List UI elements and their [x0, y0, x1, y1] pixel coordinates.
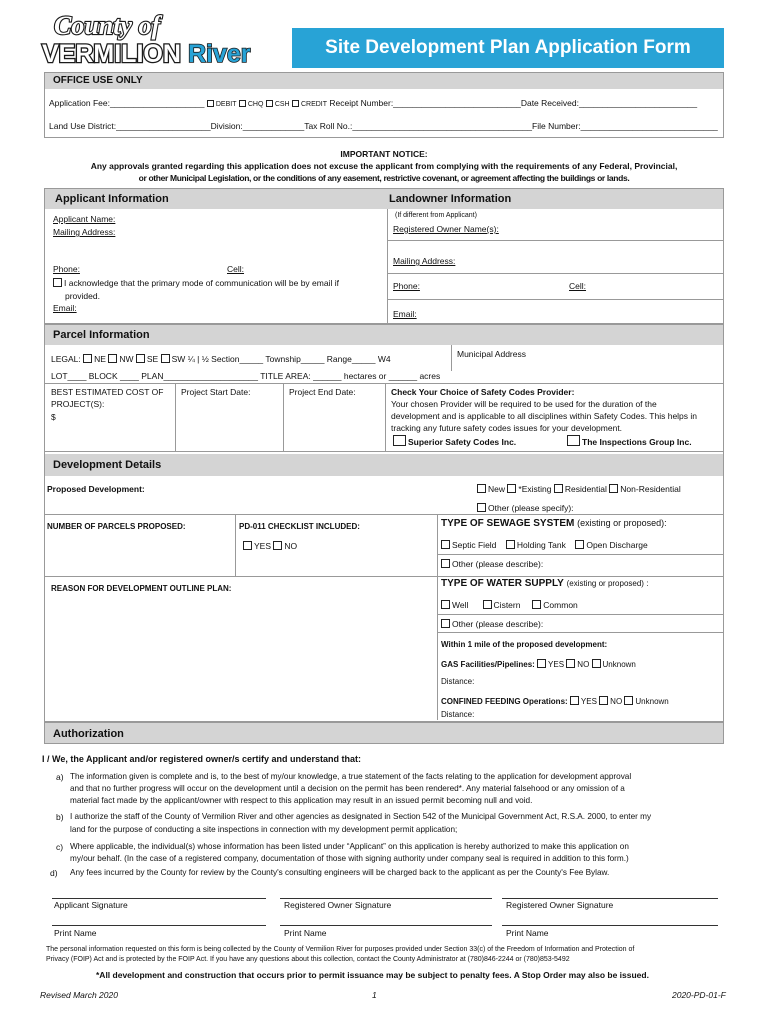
new-label: New: [488, 484, 506, 494]
page-number: 1: [372, 990, 377, 1000]
csh-label: CSH: [274, 101, 290, 108]
nw-checkbox[interactable]: [108, 354, 117, 363]
landowner-cell-field[interactable]: Cell:: [569, 281, 587, 291]
debit-label: DEBIT: [215, 101, 237, 108]
clause-a-3: material fact made by the applicant/owner with respect to this application may result in an issued permit becoming null and void.: [70, 796, 533, 805]
other-dev-field[interactable]: Other (please specify):: [488, 503, 574, 513]
ne-label: NE: [94, 354, 106, 364]
discharge-checkbox[interactable]: [575, 540, 584, 549]
proposed-development-label: Proposed Development:: [47, 484, 145, 494]
chq-label: CHQ: [247, 101, 264, 108]
checklist-no-label: NO: [284, 541, 298, 551]
sewage-other-field[interactable]: Other (please describe):: [452, 559, 544, 569]
clause-c-2: my/our behalf. (In the case of a registered company, documentation of those with signing authority under company seal is required in addition to this form.): [70, 854, 629, 863]
cost-field[interactable]: $: [51, 412, 56, 422]
confined-yes-checkbox[interactable]: [570, 696, 579, 705]
email-ack-text-2: provided.: [65, 291, 100, 301]
applicant-cell-field[interactable]: Cell:: [227, 264, 245, 274]
water-heading: TYPE OF WATER SUPPLY: [441, 578, 564, 589]
debit-checkbox[interactable]: [207, 100, 214, 107]
cistern-label: Cistern: [493, 600, 521, 610]
clause-a-label: a): [56, 772, 64, 782]
privacy-line-2: Privacy (FOIP) Act and is protected by the FOIP Act. If you have any questions about this collection, contact the County Administrator at (780)846-2244 or (780)853-5492: [46, 956, 570, 963]
file-number-field[interactable]: File Number:_____________________________: [532, 121, 718, 131]
gas-yes-checkbox[interactable]: [537, 659, 546, 668]
penalty-notice: *All development and construction that occurs prior to permit issuance may be subject to penalty fees. A Stop Order may also be issued.: [96, 970, 649, 980]
lot-block-plan-fields[interactable]: LOT____ BLOCK ____ PLAN____________________ TITLE AREA: ______ hectares or ______ acres: [51, 371, 441, 381]
sw-label: SW: [171, 354, 186, 364]
well-checkbox[interactable]: [441, 600, 450, 609]
clause-d-1: Any fees incurred by the County for review by the County's consulting engineers will be charged back to the applicant as per the County's Fee Bylaw.: [70, 868, 610, 877]
municipal-address-field[interactable]: Municipal Address: [457, 349, 526, 359]
sewage-heading: TYPE OF SEWAGE SYSTEM: [441, 518, 575, 529]
legal-label: LEGAL:: [51, 354, 81, 364]
residential-checkbox[interactable]: [554, 484, 563, 493]
logo-county-text: County of: [54, 11, 161, 40]
checklist-yes-label: YES: [254, 541, 272, 551]
important-notice: [44, 148, 724, 184]
safety-heading: Check Your Choice of Safety Codes Provider:: [391, 387, 575, 397]
septic-label: Septic Field: [452, 540, 497, 550]
revised-date: Revised March 2020: [40, 990, 118, 1000]
clause-a-2: and that no further progress will occur on the development until a decision on the permit has been rendered*. Any material falsehood or any omission of a: [70, 784, 625, 793]
privacy-line-1: The personal information requested on this form is being collected by the County of Vermilion River for purposes provided under Section 33(c) of the Freedom of Information and Protection of: [46, 946, 635, 953]
county-logo: [40, 10, 280, 68]
development-section: [44, 452, 724, 722]
inspections-group-checkbox[interactable]: [567, 435, 580, 446]
email-ack-checkbox[interactable]: [53, 278, 62, 287]
clause-b-2: land for the purpose of conducting a site inspections in connection with my development permit application;: [70, 825, 458, 834]
septic-checkbox[interactable]: [441, 540, 450, 549]
gas-no-label: NO: [577, 660, 590, 669]
other-dev-checkbox[interactable]: [477, 503, 486, 512]
receipt-number-field[interactable]: Receipt Number:___________________________: [329, 98, 521, 108]
notice-line-2: or other Municipal Legislation, or the conditions of any easement, restrictive covenant, or agreement affecting the buildings or lands.: [138, 173, 630, 183]
development-heading: Development Details: [45, 454, 723, 476]
owner-names-field[interactable]: Registered Owner Name(s):: [393, 224, 499, 234]
notice-line-1: Any approvals granted regarding this application does not excuse the applicant from complying with the requirements of any Federal, Provincial,: [90, 161, 678, 171]
holding-checkbox[interactable]: [506, 540, 515, 549]
applicant-mailing-field[interactable]: Mailing Address:: [53, 227, 116, 237]
common-checkbox[interactable]: [532, 600, 541, 609]
safety-text-1: Your chosen Provider will be required to be used for the duration of the: [391, 399, 657, 409]
applicant-heading: Applicant Information: [55, 193, 169, 205]
clause-d-label: d): [50, 868, 58, 878]
nonresidential-checkbox[interactable]: [609, 484, 618, 493]
applicant-phone-field[interactable]: Phone:: [53, 264, 80, 274]
print-name-field-2[interactable]: Print Name: [284, 928, 327, 938]
land-use-district-field[interactable]: Land Use District:____________________: [49, 121, 211, 131]
tax-roll-field[interactable]: Tax Roll No.:______________________________________: [304, 121, 533, 131]
notice-heading: IMPORTANT NOTICE:: [340, 149, 428, 159]
new-checkbox[interactable]: [477, 484, 486, 493]
form-code: 2020-PD-01-F: [672, 990, 726, 1000]
credit-checkbox[interactable]: [292, 100, 299, 107]
chq-checkbox[interactable]: [239, 100, 246, 107]
logo-brand-vermilion: VERMILION: [42, 40, 181, 68]
reason-field[interactable]: REASON FOR DEVELOPMENT OUTLINE PLAN:: [51, 584, 232, 593]
email-ack-text: I acknowledge that the primary mode of communication will be by email if: [64, 278, 339, 288]
logo-brand-river: River: [188, 40, 251, 68]
cost-label-1: BEST ESTIMATED COST OF: [51, 387, 164, 397]
sw-checkbox[interactable]: [161, 354, 170, 363]
parcel-section: [44, 324, 724, 452]
owner-signature-field-1[interactable]: Registered Owner Signature: [284, 900, 392, 910]
clause-a-1: The information given is complete and is, to the best of my/our knowledge, a true statement of the facts relating to the application for development approval: [70, 772, 632, 781]
applicant-signature-field[interactable]: Applicant Signature: [54, 900, 128, 910]
water-sub: (existing or proposed) :: [566, 579, 649, 588]
landowner-email-field[interactable]: Email:: [393, 309, 417, 319]
existing-checkbox[interactable]: [507, 484, 516, 493]
landowner-note: (If different from Applicant): [395, 212, 477, 219]
clause-b-1: I authorize the staff of the County of Vermilion River and other agencies as designated in Section 542 of the Municipal Government Act, R.S.A. 2000, to enter my: [70, 812, 652, 821]
applicant-email-field[interactable]: Email:: [53, 303, 77, 313]
nonresidential-label: Non-Residential: [620, 484, 681, 494]
ne-checkbox[interactable]: [83, 354, 92, 363]
common-label: Common: [543, 600, 578, 610]
safety-text-3: tracking any future safety codes issues for your development.: [391, 423, 623, 433]
clause-c-label: c): [56, 842, 64, 852]
water-other-field[interactable]: Other (please describe):: [452, 619, 544, 629]
credit-label: CREDIT: [300, 101, 328, 108]
water-other-checkbox[interactable]: [441, 619, 450, 628]
date-received-field[interactable]: Date Received:_________________________: [520, 98, 698, 108]
superior-label: Superior Safety Codes Inc.: [408, 437, 517, 447]
within-mile-label: Within 1 mile of the proposed development:: [441, 640, 608, 649]
office-use-section: [44, 72, 724, 138]
superior-checkbox[interactable]: [393, 435, 406, 446]
gas-unknown-label: Unknown: [602, 660, 636, 669]
sewage-sub: (existing or proposed):: [577, 518, 667, 528]
checklist-yes-checkbox[interactable]: [243, 541, 252, 550]
checklist-no-checkbox[interactable]: [273, 541, 282, 550]
confined-unknown-checkbox[interactable]: [624, 696, 633, 705]
landowner-heading: Landowner Information: [389, 193, 512, 205]
application-fee-field[interactable]: Application Fee:____________________: [49, 98, 205, 108]
clause-c-1: Where applicable, the individual(s) whose information has been listed under “Applicant” on this application is hereby authorized to make this application on: [70, 842, 629, 851]
parcels-proposed-field[interactable]: NUMBER OF PARCELS PROPOSED:: [47, 522, 186, 531]
csh-checkbox[interactable]: [266, 100, 273, 107]
owner-signature-field-2[interactable]: Registered Owner Signature: [506, 900, 614, 910]
project-end-field[interactable]: Project End Date:: [289, 387, 356, 397]
nw-label: NW: [119, 354, 134, 364]
sewage-other-checkbox[interactable]: [441, 559, 450, 568]
landowner-phone-field[interactable]: Phone:: [393, 281, 420, 291]
print-name-field-3[interactable]: Print Name: [506, 928, 549, 938]
confined-yes-label: YES: [580, 697, 597, 706]
confined-no-label: NO: [610, 697, 623, 706]
project-start-field[interactable]: Project Start Date:: [181, 387, 251, 397]
confined-label: CONFINED FEEDING Operations:: [441, 697, 568, 706]
print-name-field-1[interactable]: Print Name: [54, 928, 97, 938]
confined-no-checkbox[interactable]: [599, 696, 608, 705]
existing-label: *Existing: [518, 484, 552, 494]
parcel-heading: Parcel Information: [45, 325, 723, 345]
gas-unknown-checkbox[interactable]: [592, 659, 601, 668]
well-label: Well: [452, 600, 469, 610]
applicant-name-field[interactable]: Applicant Name:: [53, 214, 116, 224]
confined-unknown-label: Unknown: [635, 697, 669, 706]
office-use-heading: OFFICE USE ONLY: [45, 73, 723, 89]
authorization-heading: Authorization: [44, 722, 724, 744]
cistern-checkbox[interactable]: [483, 600, 492, 609]
gas-label: GAS Facilities/Pipelines:: [441, 660, 535, 669]
residential-label: Residential: [564, 484, 607, 494]
se-checkbox[interactable]: [136, 354, 145, 363]
discharge-label: Open Discharge: [586, 540, 648, 550]
certify-statement: I / We, the Applicant and/or registered owner/s certify and understand that:: [42, 754, 362, 764]
division-field[interactable]: Division:_____________: [210, 121, 305, 131]
landowner-mailing-field[interactable]: Mailing Address:: [393, 256, 456, 266]
holding-label: Holding Tank: [516, 540, 566, 550]
clause-b-label: b): [56, 812, 64, 822]
gas-yes-label: YES: [548, 660, 565, 669]
confined-distance-field[interactable]: Distance:: [441, 710, 475, 719]
checklist-label: PD-011 CHECKLIST INCLUDED:: [239, 522, 360, 531]
applicant-landowner-section: [44, 188, 724, 324]
cost-label-2: PROJECT(S):: [51, 399, 105, 409]
safety-text-2: development and is applicable to all disciplines within Safety Codes. This helps in: [391, 411, 698, 421]
gas-distance-field[interactable]: Distance:: [441, 677, 475, 686]
form-title: Site Development Plan Application Form: [292, 28, 724, 68]
inspections-group-label: The Inspections Group Inc.: [582, 437, 692, 447]
legal-fields[interactable]: ¼ | ½ Section_____ Township_____ Range_____ W4: [187, 354, 391, 364]
gas-no-checkbox[interactable]: [566, 659, 575, 668]
se-label: SE: [146, 354, 159, 364]
